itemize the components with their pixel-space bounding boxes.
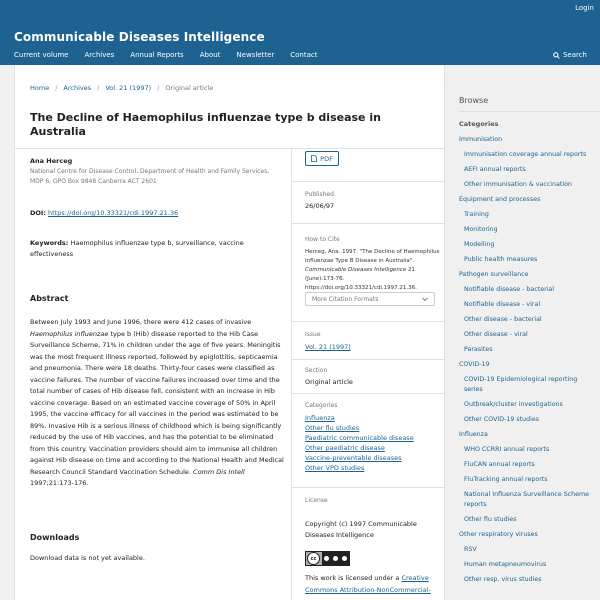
sidebar-category-item[interactable]: FluTracking annual reports: [464, 476, 548, 483]
search-icon: [553, 52, 560, 59]
author-affiliation: National Centre for Disease Control, Department of Health and Family Services, MDP 6, GPO Box 9848 Canberra ACT 2601: [30, 168, 270, 185]
login-link[interactable]: Login: [575, 4, 594, 12]
cc-icon: cc: [307, 552, 320, 565]
divider: [292, 321, 444, 322]
nav-current-volume[interactable]: Current volume: [14, 51, 69, 59]
breadcrumb-separator: /: [55, 84, 58, 92]
sidebar-category-item[interactable]: Immunisation coverage annual reports: [464, 151, 587, 158]
nav-contact[interactable]: Contact: [290, 51, 318, 59]
sidebar-category-list: [459, 135, 594, 590]
sidebar-category-item[interactable]: Other COVID-19 studies: [464, 416, 540, 423]
sidebar-category-item[interactable]: National Influenza Surveillance Scheme reports: [464, 491, 590, 508]
by-icon: [324, 556, 329, 561]
divider: [292, 487, 444, 488]
sidebar-category-item[interactable]: Other resp. virus studies: [464, 576, 542, 583]
license-label: License: [305, 497, 328, 504]
divider: [459, 111, 600, 112]
nc-icon: [333, 556, 338, 561]
site-header: [0, 0, 600, 65]
downloads-text: Download data is not yet available.: [30, 554, 145, 562]
sidebar-category-item[interactable]: Other disease - bacterial: [464, 316, 542, 323]
doi-row: [30, 209, 178, 217]
breadcrumb-archives[interactable]: Archives: [63, 84, 92, 92]
keywords-value: Haemophilus influenzae type b, surveillance, vaccine effectiveness: [30, 239, 244, 258]
cite-label: How to Cite: [305, 236, 340, 243]
cc-license-badge[interactable]: [305, 551, 350, 566]
doi-label: DOI:: [30, 209, 46, 217]
sidebar-category-item[interactable]: Notifiable disease - viral: [464, 301, 541, 308]
issue-label: Issue: [305, 331, 321, 338]
sidebar-category-item[interactable]: COVID-19: [459, 361, 490, 368]
main-nav: [14, 51, 334, 59]
divider: [292, 181, 444, 182]
search-link[interactable]: [553, 51, 587, 59]
sidebar: [445, 65, 600, 600]
divider: [292, 223, 444, 224]
article-panel: [14, 65, 445, 600]
published-date: 26/06/97: [305, 202, 335, 210]
cc-text-prefix: This work is licensed under a: [305, 574, 402, 582]
doi-link[interactable]: https://doi.org/10.33321/cdi.1997.21.36: [48, 209, 179, 217]
sidebar-category-item[interactable]: Monitoring: [464, 226, 498, 233]
abstract-citation-italic: Comm Dis Intell: [193, 467, 245, 476]
keywords-label: Keywords:: [30, 239, 69, 247]
category-list: [305, 413, 440, 473]
category-link[interactable]: Paediatric communicable disease: [305, 434, 414, 442]
category-link[interactable]: Vaccine-preventable diseases: [305, 454, 402, 462]
sidebar-category-item[interactable]: Influenza: [459, 431, 488, 438]
abstract-text: [30, 317, 285, 490]
citation-part: 21 (June):173-76. https://doi.org/10.33321/cdi.1997.21.36.: [305, 267, 417, 291]
keywords: [30, 238, 270, 260]
cc-license-link[interactable]: Creative Commons Attribution-NonCommercial-: [305, 574, 431, 594]
divider: [291, 148, 292, 600]
category-link[interactable]: Other VPD studies: [305, 464, 365, 472]
published-label: Published: [305, 191, 334, 198]
sidebar-category-item[interactable]: RSV: [464, 546, 477, 553]
breadcrumb-separator: /: [97, 84, 100, 92]
nav-archives[interactable]: Archives: [84, 51, 115, 59]
nav-newsletter[interactable]: Newsletter: [236, 51, 275, 59]
section-value: Original article: [305, 378, 353, 386]
citation-format-select[interactable]: [305, 292, 435, 306]
breadcrumb: [30, 84, 213, 92]
abstract-heading: Abstract: [30, 294, 69, 303]
sidebar-category-item[interactable]: Public health measures: [464, 256, 538, 263]
site-title[interactable]: Communicable Diseases Intelligence: [14, 30, 265, 44]
sidebar-category-item[interactable]: Notifiable disease - bacterial: [464, 286, 555, 293]
divider: [292, 393, 444, 394]
sidebar-category-item[interactable]: Modelling: [464, 241, 495, 248]
cc-badge-icons: [322, 552, 349, 565]
categories-heading: Categories: [459, 120, 499, 128]
search-label: Search: [562, 51, 587, 59]
pdf-label: PDF: [320, 154, 333, 163]
category-link[interactable]: Influenza: [305, 414, 335, 422]
cc-license-text: [305, 572, 440, 596]
breadcrumb-separator: /: [157, 84, 160, 92]
sidebar-category-item[interactable]: Human metapneumovirus: [464, 561, 547, 568]
breadcrumb-home[interactable]: Home: [30, 84, 50, 92]
page-title: The Decline of Haemophilus influenzae type b disease in Australia: [30, 111, 381, 138]
breadcrumb-current: Original article: [165, 84, 214, 92]
category-link[interactable]: Other paediatric disease: [305, 444, 385, 452]
sidebar-category-item[interactable]: Other respiratory viruses: [459, 531, 538, 538]
category-link[interactable]: Other flu studies: [305, 424, 360, 432]
sidebar-category-item[interactable]: Pathogen surveillance: [459, 271, 529, 278]
pdf-button[interactable]: [305, 151, 339, 166]
categories-label: Categories: [305, 402, 338, 409]
sidebar-category-item[interactable]: WHO CCRRI annual reports: [464, 446, 550, 453]
sidebar-category-item[interactable]: Immunisation: [459, 136, 503, 143]
sidebar-category-item[interactable]: COVID-19 Epidemiological reporting series: [464, 376, 578, 393]
browse-heading: Browse: [459, 96, 489, 105]
sidebar-category-item[interactable]: Equipment and processes: [459, 196, 541, 203]
section-label: Section: [305, 367, 328, 374]
nav-about[interactable]: About: [199, 51, 221, 59]
file-pdf-icon: [311, 155, 317, 162]
sidebar-category-item[interactable]: FluCAN annual reports: [464, 461, 535, 468]
sidebar-category-item[interactable]: Outbreak/cluster investigations: [464, 401, 563, 408]
sidebar-category-item[interactable]: Training: [464, 211, 489, 218]
chevron-down-icon: [422, 297, 428, 302]
abstract-part: Between July 1993 and June 1996, there were 412 cases of invasive: [30, 318, 252, 326]
sidebar-category-item[interactable]: Other flu studies: [464, 516, 517, 523]
citation-format-label: More Citation Formats: [312, 295, 379, 303]
citation-part: Herceg, Ana. 1997. "The Decline of Haemophilus Influenzae Type B Disease in Australia".: [305, 249, 440, 264]
breadcrumb-volume[interactable]: Vol. 21 (1997): [105, 84, 152, 92]
license-text: Copyright (c) 1997 Communicable Diseases Intelligence: [305, 520, 417, 539]
sidebar-category-item[interactable]: Other disease - viral: [464, 331, 528, 338]
abstract-part: type b (Hib) disease reported to the Hib Case Surveillance Scheme, 71% in children under the age of five years. Meningitis was the most frequent illness reported, followed by epiglottitis, septicaemia and pneumonia. There were 18 deaths. Thirty-four cases were classified as vaccine failures. The number of vaccine failures increased over time and the total number of cases of Hib disease fell, consistent with an increase in Hib vaccine coverage. Based on an estimated vaccine coverage of 50% in April 1995, the vaccine efficacy for all vaccines in the period was estimated to be 89%. Invasive Hib is a serious illness of childhood which is being significantly reduced by the use of Hib vaccines, and has the potential to be eliminated from this country. Vaccination providers should aim to immunise all children against Hib disease on time and according to the National Health and Medical Research Council Standard Vaccination Schedule.: [30, 329, 284, 476]
author-name: Ana Herceg: [30, 157, 73, 165]
downloads-heading: Downloads: [30, 533, 80, 542]
divider: [15, 148, 444, 149]
sidebar-category-item[interactable]: AEFI annual reports: [464, 166, 526, 173]
sidebar-category-item[interactable]: Parasites: [464, 346, 493, 353]
issue-link[interactable]: Vol. 21 (1997): [305, 343, 351, 351]
sidebar-category-item[interactable]: Other immunisation & vaccination: [464, 181, 572, 188]
abstract-citation: 1997;21:173-176.: [30, 479, 89, 487]
divider: [292, 359, 444, 360]
citation-text: [305, 248, 440, 293]
nav-annual-reports[interactable]: Annual Reports: [130, 51, 184, 59]
citation-journal: Communicable Diseases Intelligence: [305, 267, 407, 273]
abstract-italic: Haemophilus influenzae: [30, 329, 109, 338]
nd-icon: [342, 556, 347, 561]
